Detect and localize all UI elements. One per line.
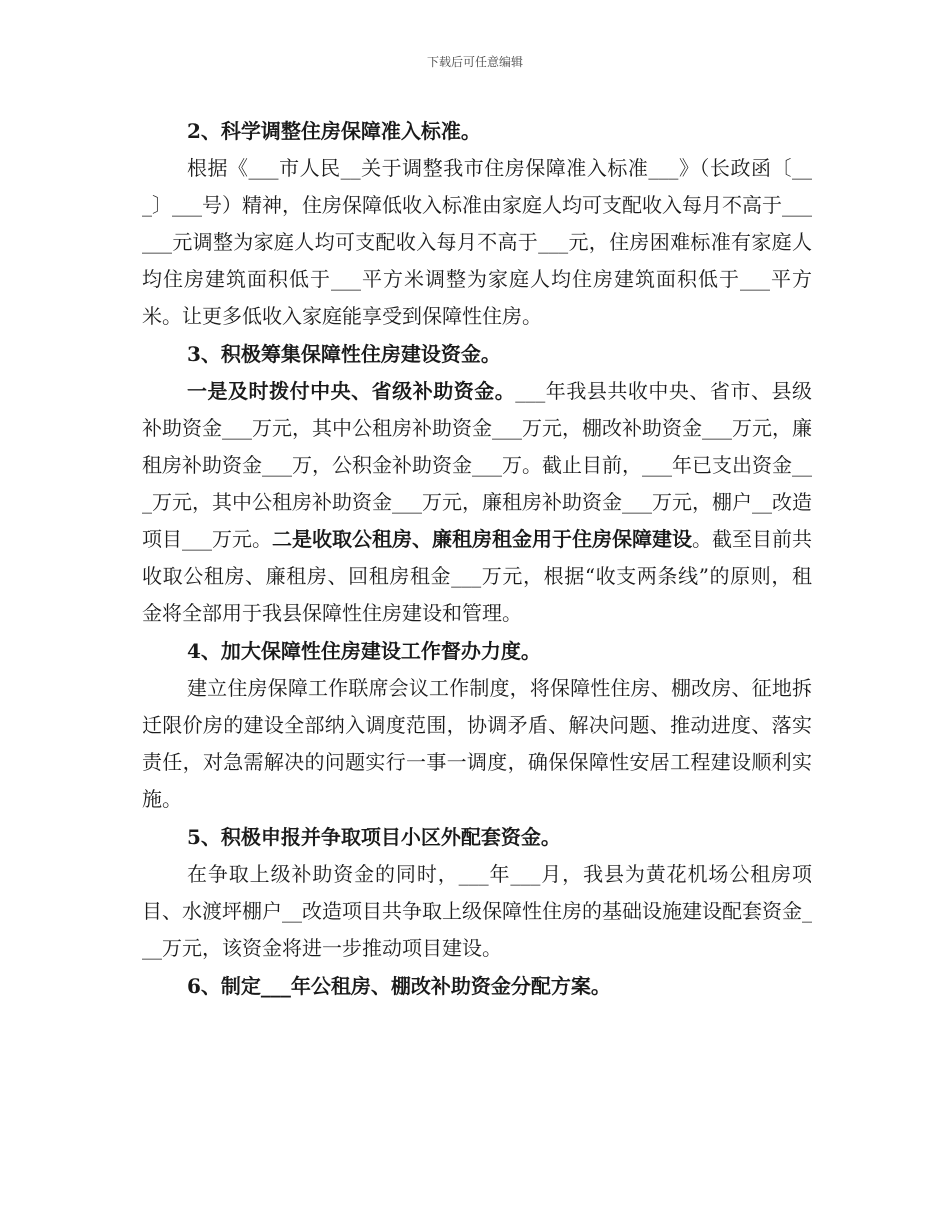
section-heading-4: 4、加大保障性住房建设工作督办力度。 [187,639,541,663]
section-heading-5: 5、积极申报并争取项目小区外配套资金。 [187,825,561,849]
funding-text: ___年我县共收中央、省市、县级补助资金___万元，其中公租房补助资金___万元，棚改补助资金___万元，廉租房补助资金___万，公积金补助资金___万。截止目前，___年已支出资金___万元，其中公租房补助资金___万元，廉租房补助资金___万元，棚户__改造项目___万元。 [142,379,813,551]
lead-bold-text: 一是及时拨付中央、省级补助资金。 [187,379,516,403]
section-paragraph-5: 在争取上级补助资金的同时，___年___月，我县为黄花机场公租房项目、水渡坪棚户__改造项目共争取上级保障性住房的基础设施建设配套资金___万元，该资金将进一步推动项目建设。 [142,862,812,960]
page-header: 下载后可任意编辑 [426,55,523,69]
section-heading-3: 3、积极筹集保障性住房建设资金。 [187,342,501,366]
section-paragraph-4: 建立住房保障工作联席会议工作制度，将保障性住房、棚改房、征地拆迁限价房的建设全部纳入调度范围，协调矛盾、解决问题、推动进度、落实责任，对急需解决的问题实行一事一调度，确保保障性安居工程建设顺利实施。 [142,676,812,811]
section-heading-6: 6、制定___年公租房、棚改补助资金分配方案。 [187,974,611,998]
rent-bold-text: 二是收取公租房、廉租房租金用于住房保障建设 [272,527,692,551]
section-paragraph-3 [142,373,812,632]
section-paragraph-2: 根据《___市人民__关于调整我市住房保障准入标准___》（长政函〔___〕___号）精神，住房保障低收入标准由家庭人均可支配收入每月不高于______元调整为家庭人均可支配收入每月不高于___元，住房困难标准有家庭人均住房建筑面积低于___平方米调整为家庭人均住房建筑面积低于___平方米。让更多低收入家庭能享受到保障性住房。 [142,156,812,328]
document-body [142,112,812,1005]
section-heading-2: 2、科学调整住房保障准入标准。 [187,119,481,143]
rent-text: 。截至目前共收取公租房、廉租房、回租房租金___万元，根据“收支两条线”的原则，租金将全部用于我县保障性住房建设和管理。 [142,527,812,625]
